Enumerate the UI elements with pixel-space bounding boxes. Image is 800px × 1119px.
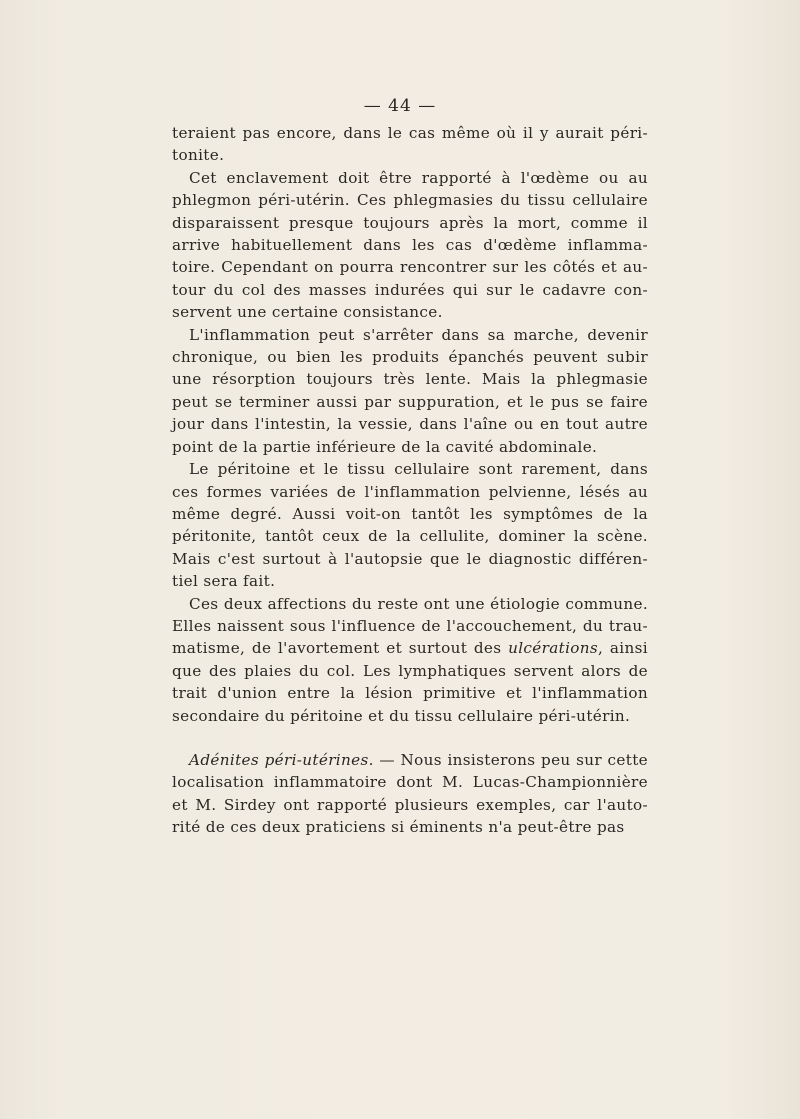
body-text — [172, 122, 648, 839]
paragraph: L'inflammation peut s'arrêter dans sa marche, devenir chronique, ou bien les produits épanchés peuvent subir une résorption toujours très lente. Mais la phlegmasie peut se terminer aussi par suppuration, et le pus se faire jour dans l'intestin, la vessie, dans l'aîne ou en tout autre point de la partie inférieure de la cavité abdominale. — [172, 325, 648, 456]
paragraph: Cet enclavement doit être rapporté à l'œdème ou au phlegmon péri-utérin. Ces phlegmasies du tissu cellulaire disparaissent presque toujours après la mort, comme il arrive habituellement dans les cas d'œdème inflamma-toire. Cependant on pourra rencontrer sur les côtés et au-tour du col des masses indurées qui sur le cadavre con-servent une certaine consistance. — [172, 168, 648, 322]
section-heading: Adénites péri-utérines. — [189, 750, 374, 769]
paragraph-continuation: teraient pas encore, dans le cas même où il y aurait péri-tonite. — [172, 124, 648, 165]
paragraph-text: Ces deux affections du reste ont une étiologie commune. Elles naissent sous l'influence de l'accouchement, du trau-matisme, de l'avortement et surtout des — [172, 594, 648, 658]
paragraph-text: — Nous insisterons peu sur cette localisation inflammatoire dont M. Lucas-Championnière et M. Sirdey ont rapporté plusieurs exemples, car l'auto-rité de ces deux praticiens si éminents n'a peut-être pas — [172, 750, 648, 837]
emphasis-text: ulcérations — [508, 639, 599, 658]
paragraph-text: , ainsi que des plaies du col. Les lymphatiques servent alors de trait d'union entre la lésion primitive et l'inflammation secondaire du péritoine et du tissu cellulaire péri-utérin. — [172, 639, 648, 725]
section-paragraph — [172, 749, 648, 839]
page-number: — 44 — — [363, 96, 437, 116]
paragraph — [172, 593, 648, 727]
paragraph: Le péritoine et le tissu cellulaire sont rarement, dans ces formes variées de l'inflammation pelvienne, lésés au même degré. Aussi voit-on tantôt les symptômes de la péritonite, tantôt ceux de la cellulite, dominer la scène. Mais c'est surtout à l'autopsie que le diagnostic différen-tiel sera fait. — [172, 460, 648, 591]
